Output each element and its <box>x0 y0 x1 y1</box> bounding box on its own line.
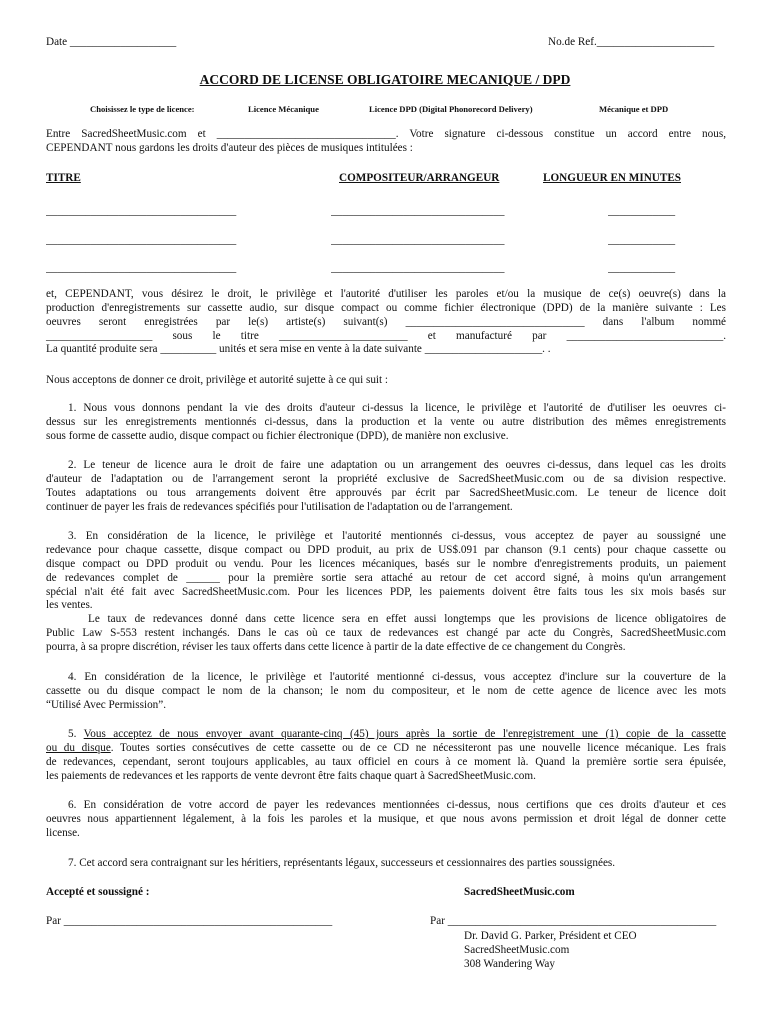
clause-5-underlined: Vous acceptez de nous envoyer avant quarante-cinq (45) jours après la sortie de l'enregistrement une (1) copie de la cassette <box>83 728 726 740</box>
clause-4-line: cassette ou du disque compact le nom de la chanson; le nom du compositeur, et le nom de cette agence de licence avec les mots <box>46 685 726 697</box>
clause-7: 7. Cet accord sera contraignant sur les héritiers, représentants légaux, successeurs et cessionnaires des parties soussignées. <box>68 857 616 869</box>
clause-2-line: 2. Le teneur de licence aura le droit de faire une adaptation ou un arrangement des oeuvres ci-dessus, dans lequel cas les droits <box>68 459 726 471</box>
table-cell-composer: _______________________________ <box>331 205 505 217</box>
intro-line: Entre SacredSheetMusic.com et ________________________________. Votre signature ci-dessous constitue un accord entre nous, <box>46 128 726 140</box>
column-header-length: LONGUEUR EN MINUTES <box>543 172 681 184</box>
clause-1-line: 1. Nous vous donnons pendant la vie des droits d'auteur ci-dessus la licence, le privilège et l'autorité de d'utiliser les oeuvres ci- <box>68 402 726 414</box>
date-field: Date ___________________ <box>46 36 177 48</box>
table-cell-length: ____________ <box>608 234 676 246</box>
clause-4-line: 4. En considération de la licence, le privilège et l'autorité mentionné ci-dessus, vous acceptez d'inclure sur la couverture de la <box>68 671 726 683</box>
clause-2-line: Toutes adaptations ou tous arrangements doivent être approuvés par écrit par SacredSheetMusic.com. Le teneur de licence doit <box>46 487 726 499</box>
clause-3-line: spécial n'ait été fait avec SacredSheetMusic.com. Pour les licences PDP, les paiements doivent être faits tous les six mois basés sur <box>46 586 726 598</box>
table-cell-title: __________________________________ <box>46 262 237 274</box>
license-option-dpd: Licence DPD (Digital Phonorecord Delivery) <box>369 104 533 114</box>
accepted-signed-label: Accepté et soussigné : <box>46 886 150 898</box>
clause-5-line: de redevances, cependant, seront toujours applicables, au taux officiel en cours à ce moment là. Quand la première sortie sera épuisée, <box>46 756 726 768</box>
clause-3-line: Public Law S-553 restent inchangés. Dans le cas où ce taux de redevances est changé par acte du Congrès, SacredSheetMusic.com <box>46 627 726 639</box>
license-option-mechanical: Licence Mécanique <box>248 104 319 114</box>
clause-1-line: sous forme de cassette audio, disque compact ou fichier électronique (DPD), de manière non exclusive. <box>46 430 509 442</box>
column-header-composer: COMPOSITEUR/ARRANGEUR <box>339 172 500 184</box>
clause-3-line: de redevances complet de ______ pour la première sortie sera attaché au retour de cet accord signé, à moins qu'un arrangement <box>46 572 726 584</box>
paragraph-line: production d'enregistrements sur cassette audio, sur disque compact ou comme fichier électronique (DPD) de la manière suivante : Les <box>46 302 726 314</box>
clause-5-line: les paiements de redevances et les rapports de vente devront être faits chaque quart à SacredSheetMusic.com. <box>46 770 536 782</box>
clause-5-underlined: ou du disque <box>46 742 111 754</box>
clause-5-text: . Toutes sorties consécutives de cette cassette ou de ce CD ne nécessiteront pas une nouvelle licence mécanique. Les frais <box>110 742 726 754</box>
license-type-prompt: Choisissez le type de licence: <box>90 104 195 114</box>
license-option-mechanical-and-dpd: Mécanique et DPD <box>599 104 669 114</box>
intro-line: CEPENDANT nous gardons les droits d'auteur des pièces de musiques intitulées : <box>46 142 413 154</box>
clause-6-line: oeuvres nous appartiennent légalement, à la fois les paroles et la musique, et que nous avons permission et droit légal de donner cette <box>46 813 726 825</box>
clause-3-line: redevance pour chaque cassette, disque compact ou DPD produit, au prix de US$.091 par chanson (9.1 cents) pour chaque cassette ou <box>46 544 726 556</box>
clause-5-number: 5. <box>68 728 84 740</box>
paragraph-line: ___________________ sous le titre _______________________ et manufacturé par ____________________________. <box>46 330 726 342</box>
clause-3-line: 3. En considération de la licence, le privilège et l'autorité mentionnés ci-dessus, vous acceptez de payer au soussigné une <box>68 530 726 542</box>
clause-4-line: “Utilisé Avec Permission”. <box>46 699 167 711</box>
clause-3-line: Le taux de redevances donné dans cette licence sera en effet aussi longtemps que les provisions de licence obligatoires de <box>88 613 726 625</box>
table-cell-title: __________________________________ <box>46 234 237 246</box>
clause-3-line: les ventes. <box>46 599 93 611</box>
accept-intro: Nous acceptons de donner ce droit, privilège et autorité sujette à ce qui suit : <box>46 374 389 386</box>
document-title: ACCORD DE LICENSE OBLIGATOIRE MECANIQUE / DPD <box>199 72 571 87</box>
clause-5-line <box>46 742 726 755</box>
clause-6-line: license. <box>46 827 80 839</box>
company-signature-line: Par ________________________________________________ <box>430 915 717 927</box>
clause-2-line: continuer de payer les frais de redevances spécifiés pour l'utilisation de l'adaptation ou de l'arrangement. <box>46 501 513 513</box>
column-header-title: TITRE <box>46 172 81 184</box>
table-cell-title: __________________________________ <box>46 205 237 217</box>
clause-2-line: d'auteur de l'adaptation ou de l'arrangement seront la propriété exclusive de SacredSheetMusic.com ou de sa division respective. <box>46 473 726 485</box>
signatory-address: 308 Wandering Way <box>464 958 555 970</box>
clause-3-line: disque compact ou DPD produit ou vendu. Pour les licences mécaniques, basés sur le nombre d'enregistrements produits, un paiement <box>46 558 726 570</box>
signatory-name: Dr. David G. Parker, Président et CEO <box>464 930 637 942</box>
company-signature-title: SacredSheetMusic.com <box>464 886 575 898</box>
clause-6-line: 6. En considération de votre accord de payer les redevances mentionnées ci-dessus, nous certifions que ces droits d'auteur et ces <box>68 799 726 811</box>
paragraph-line: oeuvres seront enregistrées par le(s) artiste(s) suivant(s) ________________________________ dans l'album nommé <box>46 316 726 328</box>
reference-number-field: No.de Ref._____________________ <box>548 36 715 48</box>
licensee-signature-line: Par ________________________________________________ <box>46 915 333 927</box>
clause-3-line: pourra, à sa propre discrétion, réviser les taux offerts dans cette licence à partir de la date effective de ce changement du Congrès. <box>46 641 626 653</box>
signatory-company: SacredSheetMusic.com <box>464 944 570 956</box>
paragraph-line: et, CEPENDANT, vous désirez le droit, le privilège et l'autorité d'utiliser les paroles et/ou la musique de ce(s) oeuvre(s) dans la <box>46 288 726 300</box>
table-cell-length: ____________ <box>608 205 676 217</box>
table-cell-composer: _______________________________ <box>331 234 505 246</box>
clause-1-line: dessus sur les enregistrements mentionnés ci-dessus, dans la production et la vente ou autre distribution des mêmes enregistrements <box>46 416 726 428</box>
table-cell-composer: _______________________________ <box>331 262 505 274</box>
table-cell-length: ____________ <box>608 262 676 274</box>
clause-5-line <box>46 728 726 741</box>
paragraph-line: La quantité produite sera __________ unités et sera mise en vente à la date suivante _____________________. . <box>46 343 551 355</box>
